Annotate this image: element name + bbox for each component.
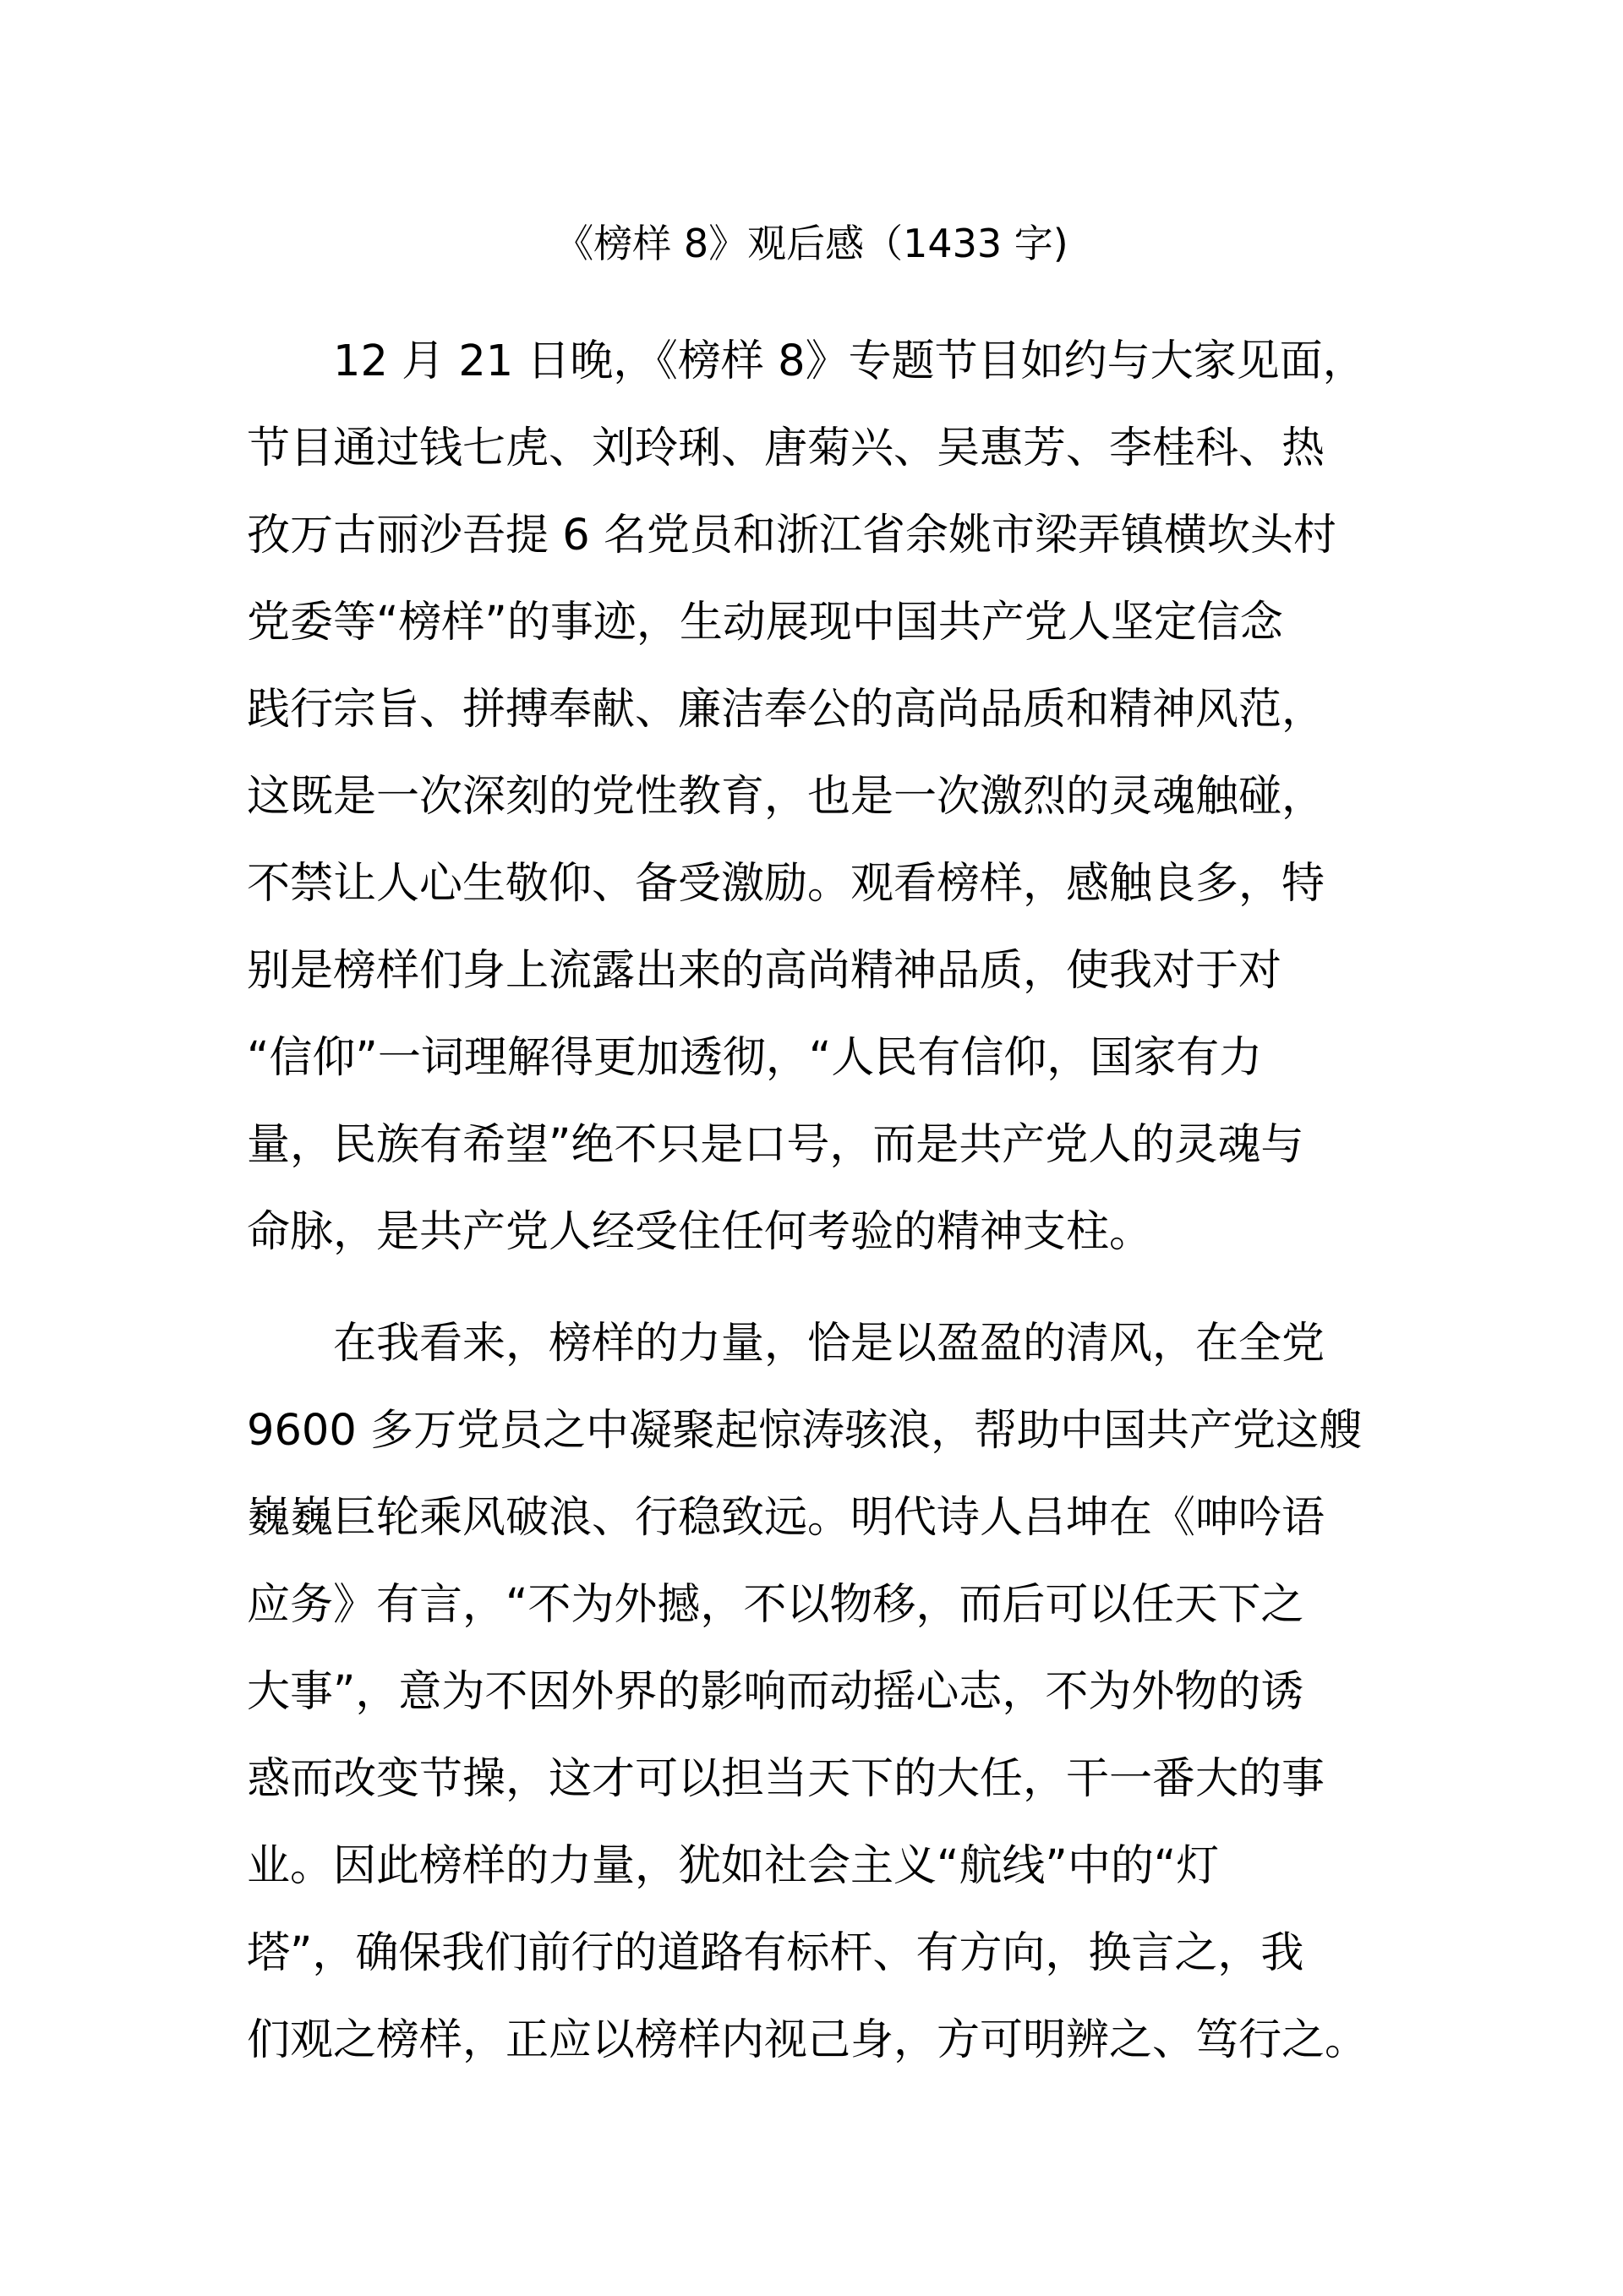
paragraph-line: 这既是一次深刻的党性教育，也是一次激烈的灵魂触碰，: [247, 772, 1325, 822]
paragraph-line: 塔”，确保我们前行的道路有标杆、有方向，换言之，我: [247, 1928, 1304, 1978]
paragraph-1: [247, 318, 1413, 1276]
paragraph-line: 们观之榜样，正应以榜样内视己身，方可明辨之、笃行之。: [247, 2015, 1369, 2065]
paragraph-line: 别是榜样们身上流露出来的高尚精神品质，使我对于对: [247, 946, 1282, 996]
paragraph-line: 命脉，是共产党人经受住任何考验的精神支柱。: [247, 1207, 1153, 1257]
paragraph-2: [247, 1300, 1413, 2084]
paragraph-line: 9600 多万党员之中凝聚起惊涛骇浪，帮助中国共产党这艘: [247, 1406, 1363, 1456]
paragraph-line: 在我看来，榜样的力量，恰是以盈盈的清风，在全党: [333, 1319, 1325, 1369]
paragraph-line: 惑而改变节操，这才可以担当天下的大任，干一番大的事: [247, 1754, 1325, 1804]
paragraph-line: “信仰”一词理解得更加透彻，“人民有信仰，国家有力: [247, 1033, 1263, 1083]
paragraph-line: 践行宗旨、拼搏奉献、廉洁奉公的高尚品质和精神风范，: [247, 685, 1325, 735]
paragraph-line: 大事”，意为不因外界的影响而动摇心志，不为外物的诱: [247, 1667, 1304, 1717]
paragraph-line: 孜万古丽沙吾提 6 名党员和浙江省余姚市梁弄镇横坎头村: [247, 511, 1336, 560]
paragraph-line: 巍巍巨轮乘风破浪、行稳致远。明代诗人吕坤在《呻吟语: [247, 1493, 1325, 1543]
paragraph-line: 量，民族有希望”绝不只是口号，而是共产党人的灵魂与: [247, 1120, 1304, 1170]
document-title: 《榜样 8》观后感（1433 字): [555, 221, 1068, 266]
paragraph-line: 节目通过钱七虎、刘玲琍、唐菊兴、吴惠芳、李桂科、热: [247, 424, 1325, 473]
paragraph-line: 党委等“榜样”的事迹，生动展现中国共产党人坚定信念: [247, 598, 1283, 648]
paragraph-line: 业。因此榜样的力量，犹如社会主义“航线”中的“灯: [247, 1841, 1220, 1891]
paragraph-line: 12 月 21 日晚，《榜样 8》专题节目如约与大家见面，: [333, 336, 1366, 386]
paragraph-line: 应务》有言，“不为外撼，不以物移，而后可以任天下之: [247, 1580, 1304, 1630]
paragraph-line: 不禁让人心生敬仰、备受激励。观看榜样，感触良多，特: [247, 859, 1325, 909]
